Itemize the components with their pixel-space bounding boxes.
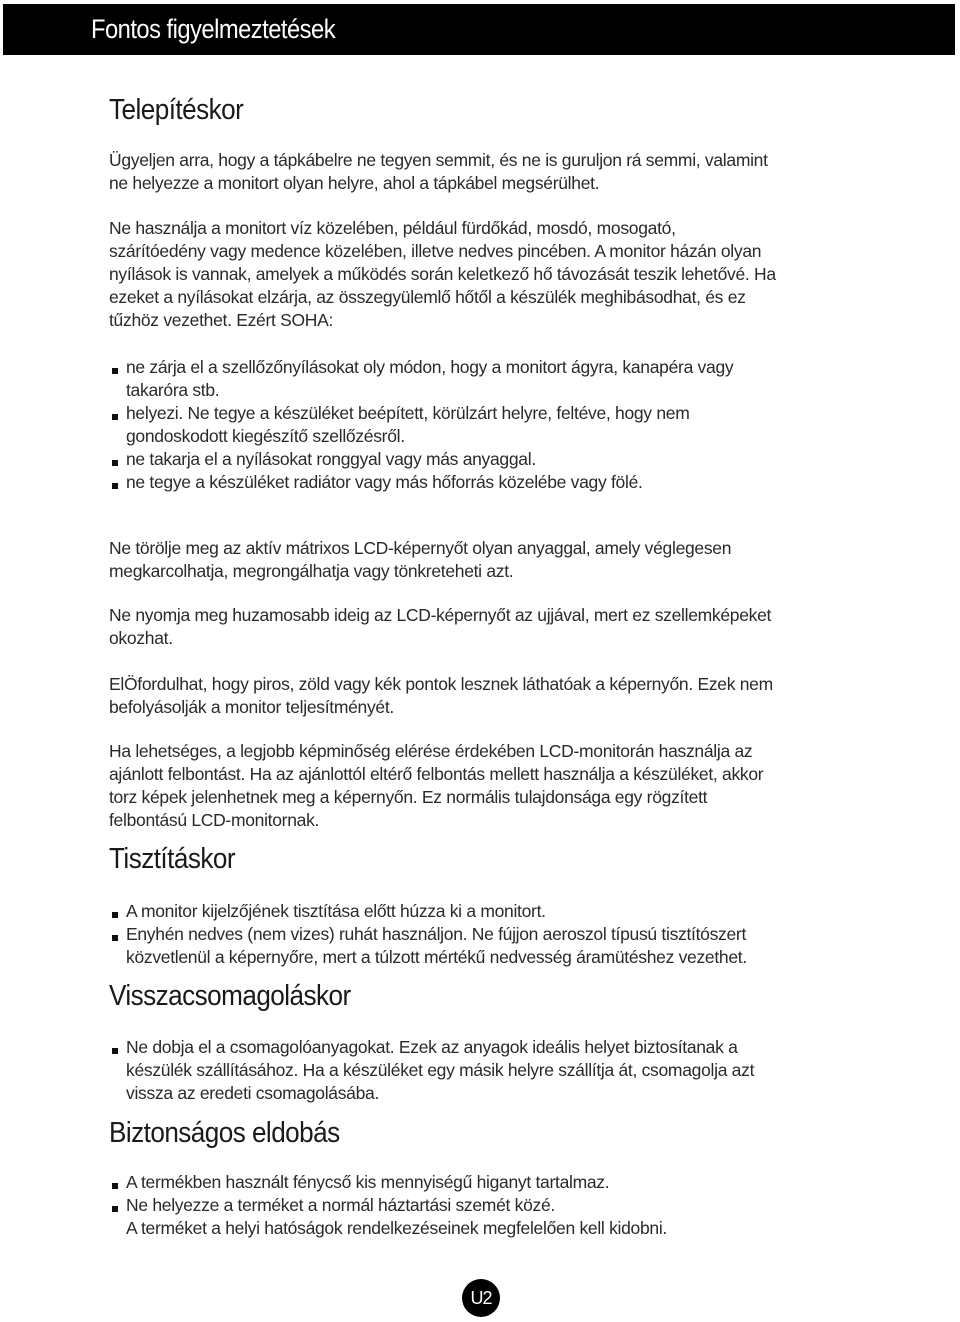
disposal-list <box>109 1171 849 1240</box>
list-item <box>109 900 849 923</box>
text-line: befolyásolják a monitor teljesítményét. <box>109 697 394 717</box>
section-title-repacking: Visszacsomagoláskor <box>109 980 351 1012</box>
text-line: vissza az eredeti csomagolásába. <box>126 1083 380 1103</box>
text-line: ajánlott felbontást. Ha az ajánlottól eltérő felbontás mellett használja a készüléket, akkor <box>109 764 764 784</box>
text-line: megkarcolhatja, megrongálhatja vagy tönkreteheti azt. <box>109 561 514 581</box>
bullet-square-icon <box>112 1183 118 1189</box>
section-title-cleaning: Tisztításkor <box>109 843 235 875</box>
text-line: Ne nyomja meg huzamosabb ideig az LCD-képernyőt az ujjával, mert ez szellemképeket <box>109 605 772 625</box>
list-item <box>109 448 849 471</box>
text-line: közvetlenül a képernyőre, mert a túlzott mértékű nedvesség áramütéshez vezethet. <box>126 947 747 967</box>
bullet-square-icon <box>112 368 118 374</box>
repacking-list <box>109 1036 849 1105</box>
list-item <box>109 923 849 969</box>
install-paragraph-6 <box>109 740 849 832</box>
bullet-square-icon <box>112 1048 118 1054</box>
list-item <box>109 402 849 448</box>
section-title-disposal: Biztonságos eldobás <box>109 1117 340 1149</box>
text-line: ElÖfordulhat, hogy piros, zöld vagy kék pontok lesznek láthatóak a képernyőn. Ezek nem <box>109 674 773 694</box>
text-line: takaróra stb. <box>126 380 220 400</box>
list-item <box>109 1171 849 1194</box>
text-line: Ne törölje meg az aktív mátrixos LCD-képernyőt olyan anyaggal, amely véglegesen <box>109 538 732 558</box>
list-item <box>109 1194 849 1240</box>
install-paragraph-3 <box>109 537 849 583</box>
install-paragraph-5 <box>109 673 849 719</box>
list-item <box>109 356 849 402</box>
text-line: A termékben használt fénycső kis mennyiségű higanyt tartalmaz. <box>126 1172 610 1192</box>
list-item <box>109 1036 849 1105</box>
bullet-square-icon <box>112 414 118 420</box>
text-line: Ne használja a monitort víz közelében, például fürdőkád, mosdó, mosogató, <box>109 218 676 238</box>
text-line: Ügyeljen arra, hogy a tápkábelre ne tegyen semmit, és ne is guruljon rá semmi, valamint <box>109 150 768 170</box>
text-line: Ne dobja el a csomagolóanyagokat. Ezek az anyagok ideális helyet biztosítanak a <box>126 1037 738 1057</box>
install-paragraph-1 <box>109 149 849 195</box>
text-line: szárítóedény vagy medence közelében, illetve nedves pincében. A monitor házán olyan <box>109 241 762 261</box>
text-line: készülék szállításához. Ha a készüléket egy másik helyre szállítja át, csomagolja azt <box>126 1060 755 1080</box>
text-line: Enyhén nedves (nem vizes) ruhát használjon. Ne fújjon aeroszol típusú tisztítószert <box>126 924 747 944</box>
bullet-square-icon <box>112 460 118 466</box>
bullet-square-icon <box>112 912 118 918</box>
cleaning-list <box>109 900 849 969</box>
text-line: tűzhöz vezethet. Ezért SOHA: <box>109 310 334 330</box>
text-line: A terméket a helyi hatóságok rendelkezéseinek megfelelően kell kidobni. <box>126 1218 667 1238</box>
install-never-list <box>109 356 849 494</box>
bullet-square-icon <box>112 483 118 489</box>
text-line: gondoskodott kiegészítő szellőzésről. <box>126 426 405 446</box>
section-title-install: Telepítéskor <box>109 94 244 126</box>
page-number-badge: U2 <box>462 1279 500 1317</box>
text-line: felbontású LCD-monitornak. <box>109 810 320 830</box>
text-line: torz képek jelenhetnek meg a képernyőn. Ez normális tulajdonsága egy rögzített <box>109 787 708 807</box>
bullet-square-icon <box>112 935 118 941</box>
text-line: A monitor kijelzőjének tisztítása előtt húzza ki a monitort. <box>126 901 546 921</box>
page-header-bar <box>3 4 955 55</box>
text-line: nyílások is vannak, amelyek a működés során keletkező hő távozását teszik lehetővé. Ha <box>109 264 776 284</box>
text-line: okozhat. <box>109 628 173 648</box>
list-item <box>109 471 849 494</box>
install-paragraph-2 <box>109 217 849 332</box>
text-line: ne helyezze a monitort olyan helyre, ahol a tápkábel megsérülhet. <box>109 173 600 193</box>
text-line: Ha lehetséges, a legjobb képminőség elérése érdekében LCD-monitorán használja az <box>109 741 753 761</box>
text-line: ne tegye a készüléket radiátor vagy más hőforrás közelébe vagy fölé. <box>126 472 643 492</box>
install-paragraph-4 <box>109 604 849 650</box>
text-line: ne takarja el a nyílásokat ronggyal vagy más anyaggal. <box>126 449 536 469</box>
page-header-title: Fontos figyelmeztetések <box>91 14 336 44</box>
text-line: Ne helyezze a terméket a normál háztartási szemét közé. <box>126 1195 555 1215</box>
text-line: ne zárja el a szellőzőnyílásokat oly módon, hogy a monitort ágyra, kanapéra vagy <box>126 357 734 377</box>
bullet-square-icon <box>112 1206 118 1212</box>
text-line: ezeket a nyílásokat elzárja, az összegyülemlő hőtől a készülék meghibásodhat, és ez <box>109 287 746 307</box>
text-line: helyezi. Ne tegye a készüléket beépített, körülzárt helyre, feltéve, hogy nem <box>126 403 690 423</box>
